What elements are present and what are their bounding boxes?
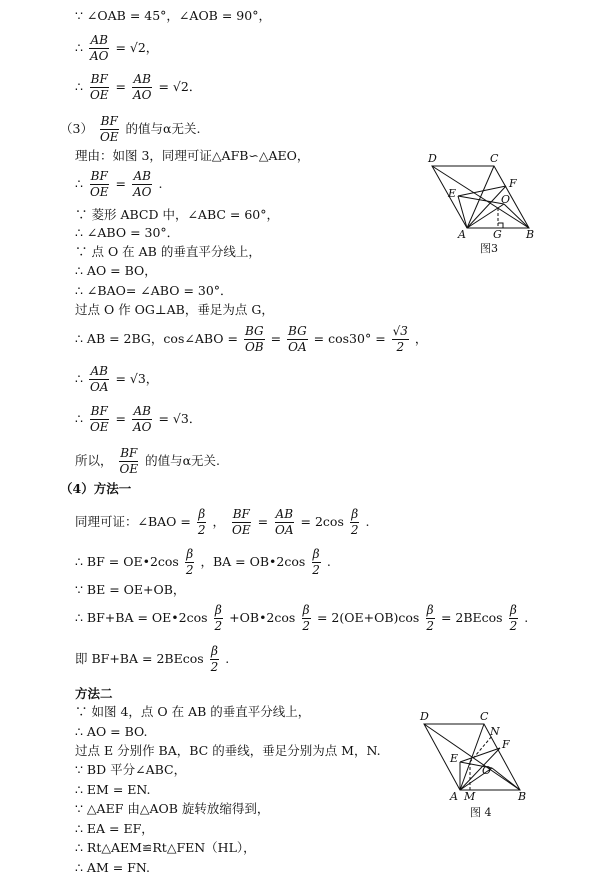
step-line: 过点 O 作 OG⊥AB，垂足为点 G， <box>75 302 274 317</box>
step-line: 所以， $\frac{BF}{OE}$ 的值与α无关. <box>75 446 221 476</box>
vertex-label: E <box>450 752 459 765</box>
vertex-label: E <box>448 187 457 200</box>
vertex-label: A <box>458 228 466 241</box>
figure-caption: 图 4 <box>470 806 492 819</box>
vertex-label: C <box>480 710 489 723</box>
method-heading: 方法二 <box>75 686 113 701</box>
vertex-label: N <box>490 725 500 738</box>
step-line: ∵ 点 O 在 AB 的垂直平分线上， <box>75 244 261 259</box>
step-line: ∴ BF+BA = OE•2cos $\frac{\beta}{2}$ +OB•2cos $\frac{\beta}{2}$ = 2(OE+OB)cos $\frac{\beta}{2}$ = 2BEcos $\frac{\beta}{2}$ . <box>75 603 529 633</box>
step-line: ∴ $\frac{AB}{AO}$ = √2， <box>75 33 159 63</box>
vertex-label: B <box>518 790 527 803</box>
step-line: 即 BF+BA = 2BEcos $\frac{\beta}{2}$ . <box>75 644 230 674</box>
step-line: ∴ EM = EN. <box>75 782 151 797</box>
step-line: ∵ BD 平分∠ABC， <box>75 762 187 777</box>
step-line: ∴ $\frac{BF}{OE}$ = $\frac{AB}{AO}$ = √2． <box>75 72 202 102</box>
step-line: ∵ ∠OAB = 45°，∠AOB = 90°， <box>75 8 271 23</box>
reason-line: 理由：如图 3，同理可证△AFB∽△AEO， <box>75 148 310 163</box>
figure-4 <box>412 710 537 822</box>
step-line: ∵ 菱形 ABCD 中，∠ABC = 60°， <box>75 207 280 222</box>
vertex-label: A <box>450 790 458 803</box>
vertex-label: D <box>420 710 429 723</box>
step-line: ∴ ∠ABO = 30°． <box>75 225 180 240</box>
step-line: ∴ BF = OE•2cos $\frac{\beta}{2}$ ，BA = OB•2cos $\frac{\beta}{2}$ . <box>75 547 331 577</box>
vertex-label: B <box>526 228 535 241</box>
vertex-label: G <box>493 228 502 241</box>
step-line: 过点 E 分别作 BA，BC 的垂线，垂足分别为点 M，N. <box>75 743 381 758</box>
fraction: $\frac{AB}{AO}$ <box>89 33 109 63</box>
vertex-label: F <box>502 738 510 751</box>
step-line: ∴ EA = EF， <box>75 821 154 836</box>
part-heading: （4）方法一 <box>60 481 132 496</box>
part-heading: （3） $\frac{BF}{OE}$ 的值与α无关. <box>60 114 201 144</box>
step-line: ∴ AM = FN. <box>75 860 150 875</box>
step-line: 同理可证：∠BAO = $\frac{\beta}{2}$ ， $\frac{BF}{OE}$ = $\frac{AB}{OA}$ = 2cos $\frac{\beta}{2}$ . <box>75 507 370 537</box>
vertex-label: D <box>428 152 437 165</box>
step-line: ∴ AB = 2BG，cos∠ABO = $\frac{BG}{OB}$ = $\frac{BG}{OA}$ = cos30° = $\frac{√3}{2}$ ， <box>75 324 428 354</box>
vertex-label: M <box>464 790 476 803</box>
step-line: ∴ AO = BO. <box>75 724 148 739</box>
step-line: ∵ 如图 4，点 O 在 AB 的垂直平分线上， <box>75 704 311 719</box>
vertex-label: C <box>490 152 499 165</box>
step-line: ∴ $\frac{AB}{OA}$ = √3， <box>75 364 159 394</box>
vertex-label: O <box>482 764 492 777</box>
step-line: ∴ Rt△AEM≌Rt△FEN（HL）， <box>75 840 256 855</box>
vertex-label: F <box>509 177 517 190</box>
step-line: ∴ AO = BO， <box>75 263 157 278</box>
step-line: ∵ BE = OE+OB， <box>75 582 186 597</box>
figure-3 <box>420 152 545 257</box>
step-line: ∴ $\frac{BF}{OE}$ = $\frac{AB}{AO}$ . <box>75 169 163 199</box>
step-line: ∴ ∠BAO= ∠ABO = 30°． <box>75 283 233 298</box>
step-line: ∵ △AEF 由△AOB 旋转放缩得到， <box>75 801 270 816</box>
figure-caption: 图3 <box>480 242 498 255</box>
vertex-label: O <box>501 193 511 206</box>
step-line: ∴ $\frac{BF}{OE}$ = $\frac{AB}{AO}$ = √3． <box>75 404 202 434</box>
